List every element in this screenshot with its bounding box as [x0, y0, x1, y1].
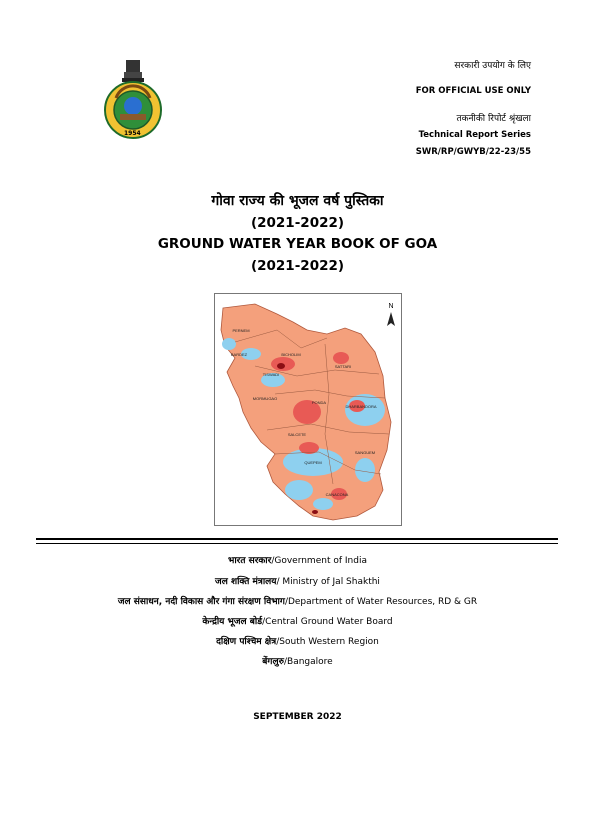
taluka-label: SATTARI — [334, 364, 352, 369]
org-line-2-hindi: जल शक्ति मंत्रालय — [215, 577, 277, 587]
taluka-label: BARDEZ — [230, 352, 248, 357]
title-english-year: (2021-2022) — [250, 258, 345, 274]
org-line-6-english: /Bangalore — [284, 657, 333, 667]
taluka-label: PERNEM — [232, 328, 250, 333]
org-line-5-english: /South Western Region — [276, 637, 379, 647]
org-line-6 — [0, 654, 595, 667]
org-line-5-hindi: दक्षिण पश्चिम क्षेत्र — [216, 637, 277, 647]
taluka-label: PONDA — [311, 400, 327, 405]
divider-thick — [36, 538, 558, 540]
report-code: SWR/RP/GWYB/22-23/55 — [415, 147, 531, 157]
goa-map-graphic — [215, 294, 401, 525]
hindi-official-use: सरकारी उपयोग के लिए — [454, 61, 531, 71]
taluka-label: MORMUGAO — [252, 396, 278, 401]
org-line-5 — [0, 634, 595, 647]
taluka-label: QUEPEM — [304, 460, 322, 465]
hindi-report-series: तकनीकी रिपोर्ट श्रृंखला — [456, 114, 531, 124]
divider-thin — [36, 543, 558, 544]
title-hindi-year: (2021-2022) — [250, 215, 345, 231]
taluka-label: TISWADI — [262, 372, 280, 377]
report-series-label: Technical Report Series — [418, 130, 531, 140]
north-label: N — [388, 303, 394, 310]
publication-date: SEPTEMBER 2022 — [253, 712, 342, 722]
north-arrow-icon — [387, 312, 395, 326]
org-line-6-hindi: बेंगलुरु — [262, 657, 284, 667]
logo-year: 1954 — [124, 130, 141, 137]
org-line-4-english: /Central Ground Water Board — [262, 617, 393, 627]
org-line-3-english: /Department of Water Resources, RD & GR — [284, 597, 478, 607]
taluka-label: DHARBANDORA — [345, 404, 377, 409]
org-line-1 — [0, 553, 595, 566]
taluka-label: BICHOLIM — [281, 352, 301, 357]
logo — [102, 58, 164, 142]
org-line-1-english: /Government of India — [271, 556, 367, 566]
official-use-label: FOR OFFICIAL USE ONLY — [415, 86, 531, 96]
taluka-label: SALCETE — [287, 432, 307, 437]
org-line-4 — [0, 614, 595, 627]
org-line-1-hindi: भारत सरकार — [228, 556, 272, 566]
taluka-label: SANGUEM — [354, 450, 376, 455]
goa-map — [214, 293, 402, 526]
title-english: GROUND WATER YEAR BOOK OF GOA — [157, 236, 438, 252]
taluka-label: CANACONA — [325, 492, 349, 497]
title-hindi: गोवा राज्य की भूजल वर्ष पुस्तिका — [211, 193, 384, 209]
org-line-2-english: / Ministry of Jal Shakthi — [276, 577, 380, 587]
org-line-3 — [0, 594, 595, 607]
org-line-3-hindi: जल संसाधन, नदी विकास और गंगा संरक्षण विभाग — [117, 597, 285, 607]
org-line-2 — [0, 574, 595, 587]
org-line-4-hindi: केन्द्रीय भूजल बोर्ड — [202, 617, 263, 627]
